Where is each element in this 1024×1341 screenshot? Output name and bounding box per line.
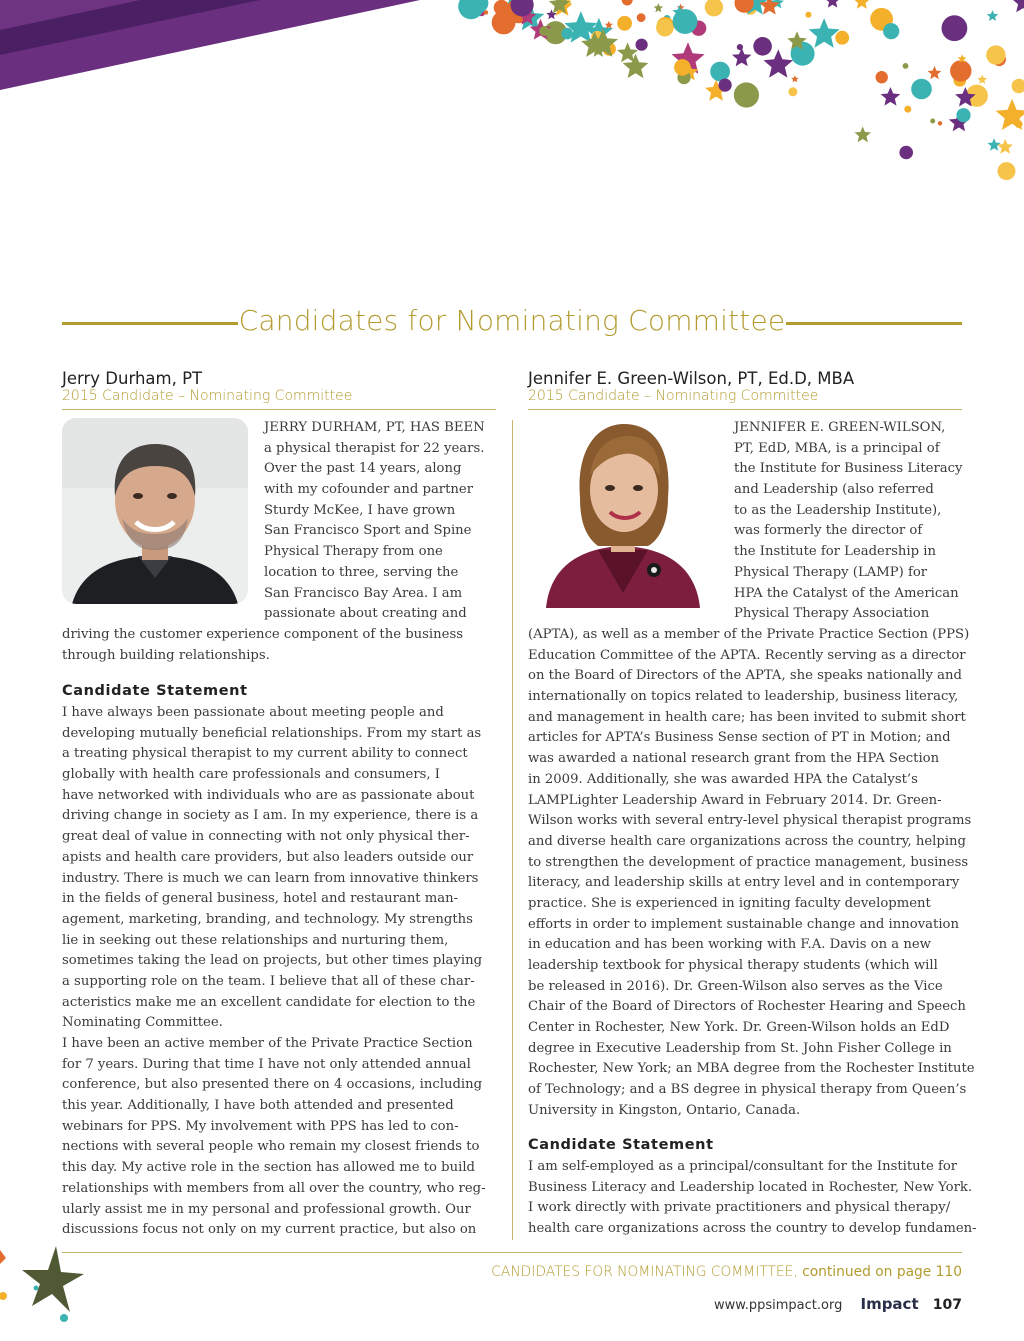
- text-line: (APTA), as well as a member of the Private Practice Section (PPS): [528, 627, 970, 642]
- text-line: of Technology; and a BS degree in physical therapy from Queen’s: [528, 1082, 967, 1098]
- text-line: webinars for PPS. My involvement with PPS has led to con-: [62, 1118, 459, 1134]
- text-line: with my cofounder and partner: [264, 482, 474, 498]
- confetti-stars-decoration: [0, 0, 1024, 300]
- text-line: San Francisco Sport and Spine: [264, 523, 472, 539]
- text-line: the Institute for Business Literacy: [734, 461, 963, 477]
- left-candidate-name: Jerry Durham, PT: [62, 369, 203, 388]
- right-name-rule: [528, 409, 962, 410]
- text-line: I have been an active member of the Private Practice Section: [62, 1036, 473, 1051]
- text-line: driving the customer experience component of the business: [62, 627, 463, 642]
- text-line: Over the past 14 years, along: [264, 461, 462, 477]
- text-line: industry. There is much we can learn from innovative thinkers: [62, 870, 479, 886]
- text-line: driving change in society as I am. In my experience, there is a: [62, 808, 479, 824]
- text-line: HPA the Catalyst of the American: [734, 585, 959, 601]
- jerry-durham-photo: [62, 418, 248, 604]
- text-line: Nominating Committee.: [62, 1015, 223, 1031]
- text-line: I am self-employed as a principal/consultant for the Institute for: [528, 1159, 958, 1174]
- text-line: passionate about creating and: [264, 606, 467, 622]
- right-candidate-name: Jennifer E. Green-Wilson, PT, Ed.D, MBA: [528, 369, 855, 388]
- text-line: on the Board of Directors of the APTA, she speaks nationally and: [528, 668, 962, 684]
- heading-rule-right: [786, 322, 962, 325]
- text-line: be released in 2016). Dr. Green-Wilson also serves as the Vice: [528, 978, 943, 994]
- left-intro-full: [62, 625, 463, 666]
- text-line: to as the Leadership Institute),: [734, 502, 942, 518]
- right-statement-heading: Candidate Statement: [528, 1137, 714, 1153]
- text-line: was formerly the director of: [734, 523, 923, 539]
- section-heading: [62, 304, 962, 344]
- text-line: location to three, serving the: [264, 564, 459, 580]
- footer-url[interactable]: www.ppsimpact.org: [714, 1298, 843, 1313]
- text-line: and Leadership (also referred: [734, 482, 934, 498]
- text-line: practice. She is experienced in igniting faculty development: [528, 895, 931, 911]
- text-line: Physical Therapy Association: [734, 606, 930, 622]
- text-line: to strengthen the development of practice management, business: [528, 854, 969, 870]
- text-line: through building relationships.: [62, 647, 270, 663]
- text-line: have networked with individuals who are as passionate about: [62, 787, 475, 803]
- text-line: articles for APTA’s Business Sense section of PT in Motion; and: [528, 730, 951, 746]
- text-line: University in Kingston, Ontario, Canada.: [528, 1102, 801, 1118]
- left-statement-heading: Candidate Statement: [62, 683, 248, 699]
- text-line: this day. My active role in the section has allowed me to build: [62, 1160, 475, 1176]
- text-line: Sturdy McKee, I have grown: [264, 502, 456, 518]
- text-line: internationally on topics related to leadership, business literacy,: [528, 689, 959, 705]
- footer-magazine-name: Impact: [860, 1295, 919, 1313]
- continued-label: CANDIDATES FOR NOMINATING COMMITTEE,: [491, 1264, 798, 1280]
- text-line: apists and health care providers, but also leaders outside our: [62, 849, 474, 865]
- text-line: Center in Rochester, New York. Dr. Green-Wilson holds an EdD: [528, 1020, 950, 1036]
- text-line: a physical therapist for 22 years.: [264, 440, 485, 456]
- text-line: conference, but also presented there on 4 occasions, including: [62, 1077, 483, 1093]
- page-footer: [714, 1295, 962, 1313]
- text-line: degree in Executive Leadership from St. John Fisher College in: [528, 1040, 952, 1056]
- bottom-rule: [62, 1252, 962, 1253]
- text-line: in 2009. Additionally, she was awarded HPA the Catalyst’s: [528, 771, 918, 787]
- text-line: Physical Therapy from one: [264, 544, 443, 560]
- left-intro-wrapped: [264, 418, 485, 625]
- text-line: discussions focus not only on my current practice, but also on: [62, 1222, 477, 1238]
- column-divider: [512, 420, 513, 1240]
- text-line: in the fields of general business, hotel and restaurant man-: [62, 891, 459, 907]
- jennifer-green-wilson-photo: [528, 418, 718, 608]
- continued-link[interactable]: continued on page 110: [802, 1264, 962, 1280]
- continued-note: [491, 1264, 962, 1280]
- text-line: lie in seeking out these relationships and nurturing them,: [62, 932, 449, 948]
- text-line: and diverse health care organizations across the country, helping: [528, 833, 966, 849]
- text-line: developing mutually beneficial relationships. From my start as: [62, 725, 482, 741]
- text-line: efforts in order to implement sustainable change and innovation: [528, 916, 959, 932]
- text-line: globally with health care professionals and consumers, I: [62, 767, 441, 783]
- text-line: agement, marketing, branding, and technology. My strengths: [62, 911, 473, 927]
- section-title: Candidates for Nominating Committee: [238, 304, 786, 337]
- text-line: I have always been passionate about meeting people and: [62, 705, 444, 720]
- text-line: in education and has been working with F.A. Davis on a new: [528, 937, 931, 953]
- text-line: literacy, and leadership skills at entry level and in contemporary: [528, 875, 960, 891]
- left-name-rule: [62, 409, 496, 410]
- text-line: relationships with members from all over the country, who reg-: [62, 1180, 486, 1196]
- bottom-star-decoration: [0, 1240, 90, 1330]
- text-line: this year. Additionally, I have both attended and presented: [62, 1098, 454, 1114]
- text-line: PT, EdD, MBA, is a principal of: [734, 440, 940, 456]
- text-line: Education Committee of the APTA. Recently serving as a director: [528, 647, 966, 663]
- text-line: Physical Therapy (LAMP) for: [734, 564, 928, 580]
- text-line: Rochester, New York; an MBA degree from the Rochester Institute: [528, 1061, 975, 1077]
- text-line: nections with several people who remain my closest friends to: [62, 1139, 480, 1155]
- text-line: was awarded a national research grant from the HPA Section: [528, 751, 940, 767]
- page-number: 107: [932, 1297, 962, 1313]
- left-candidate-subtitle: 2015 Candidate – Nominating Committee: [62, 388, 353, 404]
- right-candidate-subtitle: 2015 Candidate – Nominating Committee: [528, 388, 819, 404]
- text-line: JERRY DURHAM, PT, HAS BEEN: [264, 420, 485, 435]
- text-line: San Francisco Bay Area. I am: [264, 585, 463, 601]
- text-line: Wilson works with several entry-level physical therapist programs: [528, 813, 972, 829]
- text-line: I work directly with private practitioners and physical therapy/: [528, 1200, 951, 1216]
- text-line: a treating physical therapist to my current ability to connect: [62, 746, 468, 762]
- text-line: the Institute for Leadership in: [734, 544, 936, 560]
- text-line: for 7 years. During that time I have not only attended annual: [62, 1056, 471, 1072]
- text-line: JENNIFER E. GREEN-WILSON,: [734, 420, 946, 435]
- text-line: health care organizations across the country to develop fundamen-: [528, 1221, 977, 1237]
- right-statement-body: [528, 1157, 977, 1240]
- text-line: and management in health care; has been invited to submit short: [528, 709, 966, 725]
- text-line: Chair of the Board of Directors of Rochester Hearing and Speech: [528, 999, 966, 1015]
- text-line: sometimes taking the lead on projects, but other times playing: [62, 953, 483, 969]
- text-line: great deal of value in connecting with not only physical ther-: [62, 829, 470, 845]
- text-line: LAMPLighter Leadership Award in February 2014. Dr. Green-: [528, 792, 942, 808]
- right-intro-full: [528, 625, 975, 1122]
- text-line: leadership textbook for physical therapy students (which will: [528, 958, 938, 973]
- text-line: acteristics make me an excellent candidate for election to the: [62, 994, 476, 1010]
- left-statement-body: [62, 703, 486, 1241]
- right-intro-wrapped: [734, 418, 962, 625]
- text-line: a supporting role on the team. I believe that all of these char-: [62, 973, 475, 989]
- text-line: ularly assist me in my personal and professional growth. Our: [62, 1201, 471, 1217]
- text-line: Business Literacy and Leadership located in Rochester, New York.: [528, 1179, 973, 1195]
